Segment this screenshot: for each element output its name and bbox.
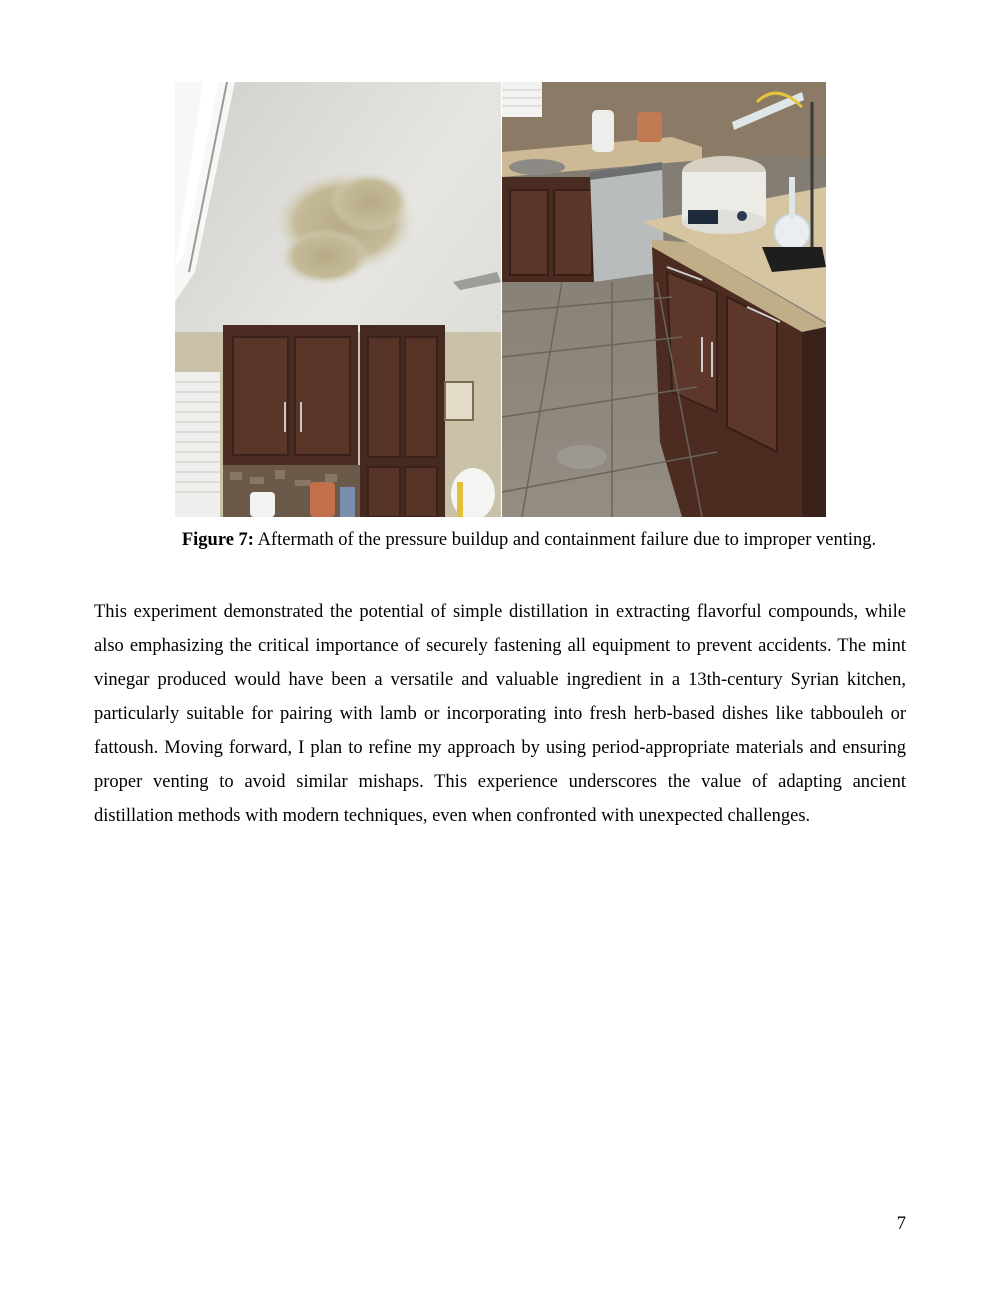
figure-caption bbox=[0, 528, 1000, 552]
body-paragraph: This experiment demonstrated the potential of simple distillation in extracting flavorful compounds, while also emphasizing the critical importance of securely fastening all equipment to prevent accidents. The mint vinegar produced would have been a versatile and valuable ingredient in a 13th-century Syrian kitchen, particularly suitable for pairing with lamb or incorporating into fresh herb-based dishes like tabbouleh or fattoush. Moving forward, I plan to refine my approach by using period-appropriate materials and ensuring proper venting to avoid similar mishaps. This experience underscores the value of adapting ancient distillation methods with modern techniques, even when confronted with unexpected challenges. bbox=[94, 602, 906, 826]
ceiling-stain-photo bbox=[175, 82, 501, 517]
figure-7 bbox=[175, 82, 826, 517]
kitchen-distillation-image bbox=[502, 82, 826, 517]
figure-caption-text: Aftermath of the pressure buildup and containment failure due to improper venting. bbox=[253, 530, 877, 550]
page-number: 7 bbox=[896, 1214, 906, 1234]
figure-caption-label: Figure 7: bbox=[181, 530, 254, 550]
ceiling-stain-image bbox=[175, 82, 501, 517]
kitchen-distillation-photo bbox=[502, 82, 826, 517]
